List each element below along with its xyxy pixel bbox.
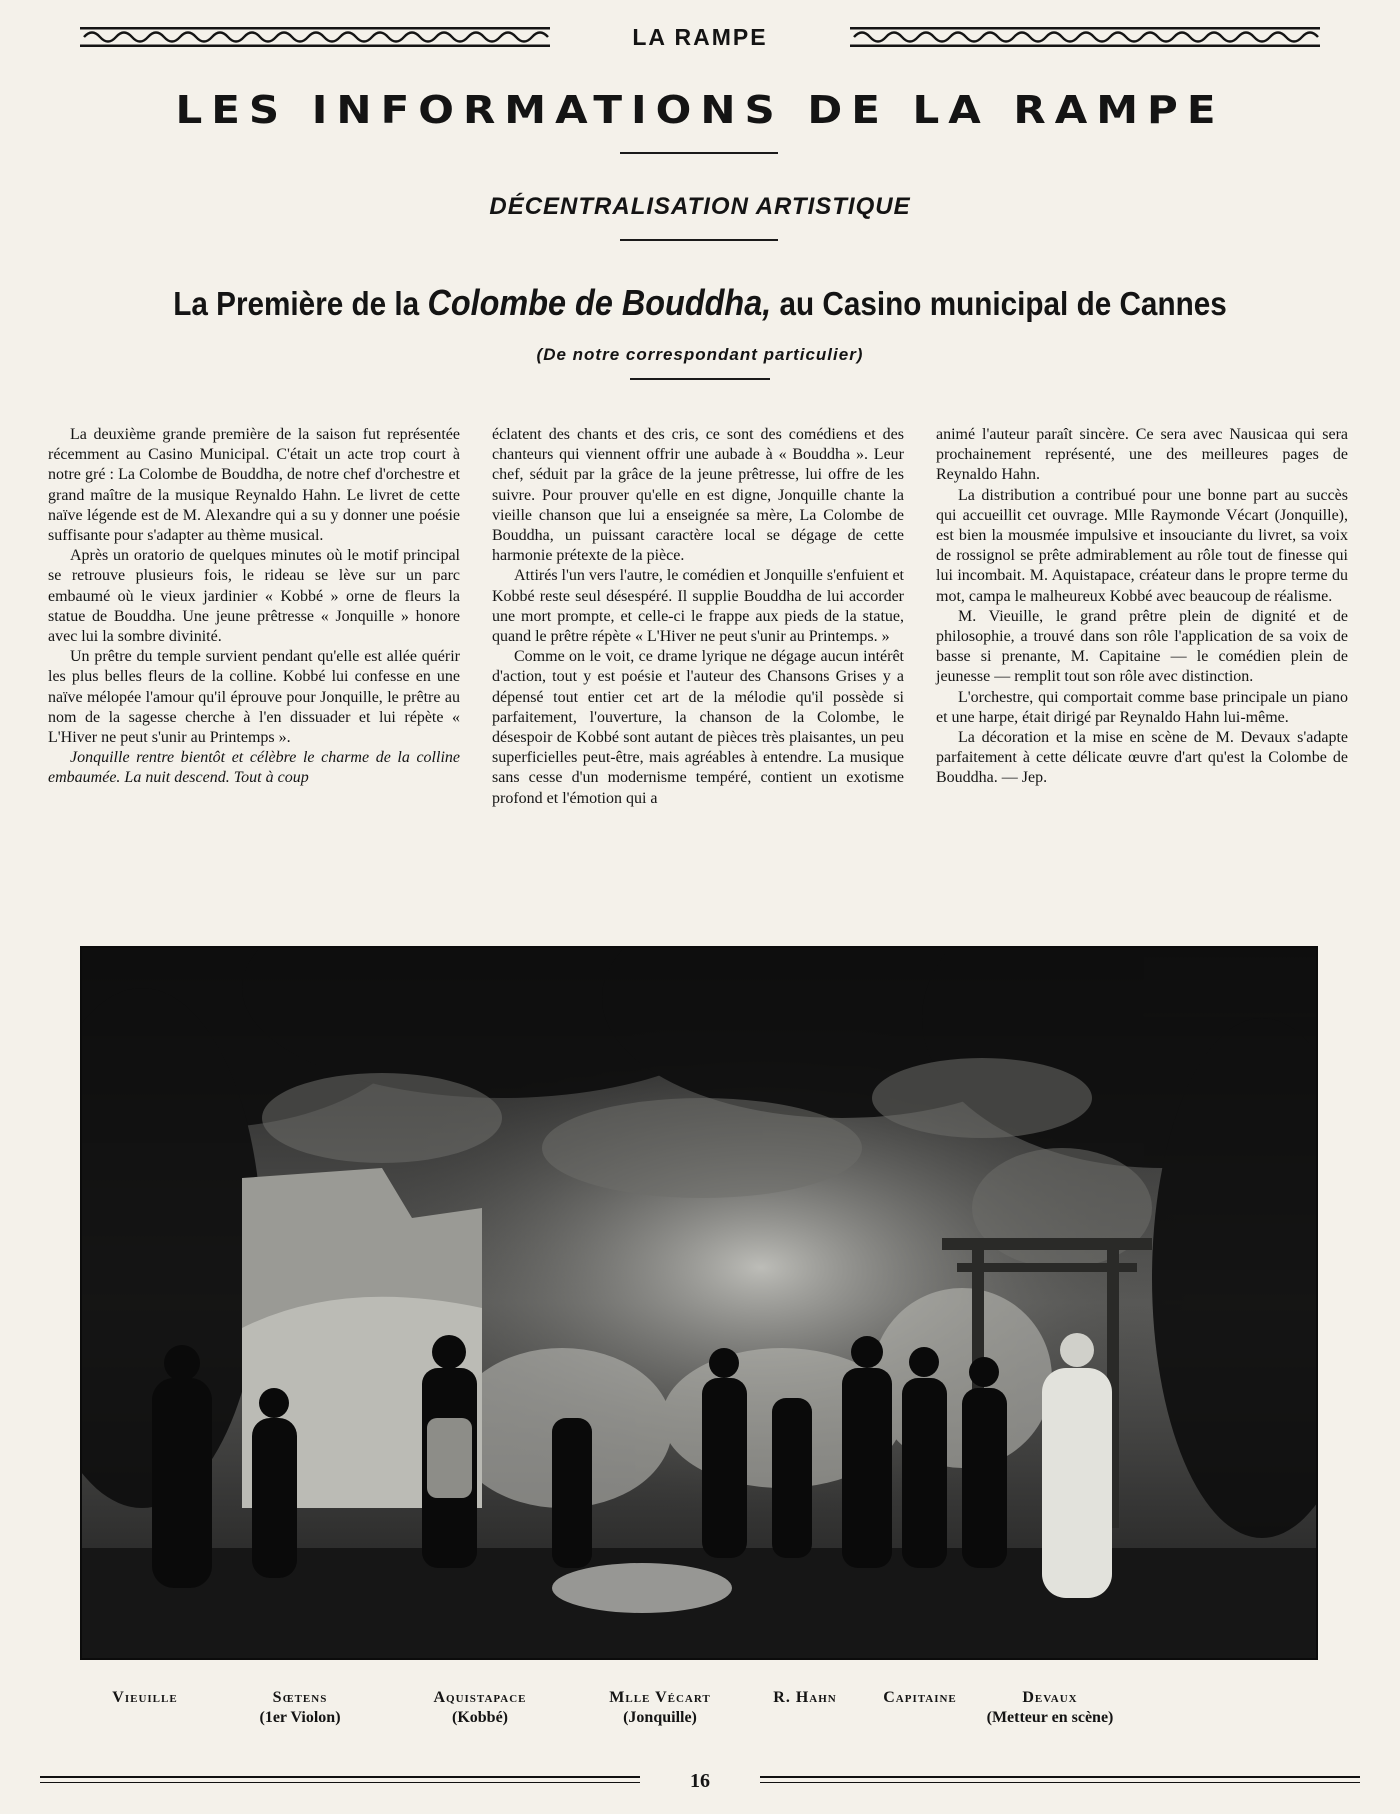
- caption-name: R. Hahn: [773, 1689, 837, 1706]
- paragraph: M. Vieuille, le grand prêtre plein de dignité et de philosophie, a trouvé dans son rôle l'application de sa voix de basse si prenante, M. Capitaine — le comédien plein de jeunesse — remplit tout son rôle avec distinction.: [936, 607, 1348, 686]
- kicker-divider: [620, 239, 778, 241]
- paragraph: La distribution a contribué pour une bonne part au succès qui accueillit cet ouvrage. Mlle Raymonde Vécart (Jonquille), est bien la mousmée impulsive et insouciante du livret, sa voix de rossignol se prête admirablement au rôle tout de finesse qui lui incombait. M. Aquistapace, créateur dans le propre terme du mot, campa le malheureux Kobbé avec beaucoup de réalisme.: [936, 486, 1348, 605]
- stage-photograph: [80, 946, 1318, 1660]
- photo-captions: [80, 1688, 1320, 1738]
- paragraph: Un prêtre du temple survient pendant qu'elle est allée quérir les plus belles fleurs de la colline. Kobbé lui confesse en une naïve mélopée l'amour qu'il éprouve pour Jonquille, le prêtre au nom de la sagesse cherche à l'en dissuader et lui répète « L'Hiver ne peut s'unir au Printemps ».: [48, 648, 460, 747]
- caption-hahn: [750, 1688, 860, 1708]
- column-1: [48, 425, 460, 913]
- paragraph: La décoration et la mise en scène de M. Devaux s'adapte parfaitement à cette délicate œuvre d'art qu'est la Colombe de Bouddha. — Jep.: [936, 729, 1348, 787]
- paragraph: L'orchestre, qui comportait comme base principale un piano et une harpe, était dirigé par Reynaldo Hahn lui-même.: [936, 688, 1348, 726]
- byline-divider: [630, 378, 770, 380]
- caption-role: (Metteur en scène): [986, 1709, 1114, 1726]
- caption-name: Sœtens: [272, 1689, 328, 1706]
- caption-vieuille: [80, 1688, 210, 1708]
- caption-role: (Jonquille): [623, 1709, 697, 1726]
- paragraph: Après un oratorio de quelques minutes où le motif principal se retrouve plusieurs fois, le rideau se lève sur un parc embaumé où le vieux jardinier « Kobbé » orne de fleurs la statue de Bouddha. Une jeune prêtresse « Jonquille » honore avec lui la sombre divinité.: [48, 547, 460, 646]
- caption-aquistapace: [395, 1688, 565, 1728]
- column-3: [936, 425, 1348, 913]
- footer-rule-left-bottom: [40, 1782, 640, 1783]
- running-header: [80, 20, 1320, 54]
- headline-work-title: Colombe de Bouddha,: [427, 282, 772, 323]
- right-ornament-icon: [850, 24, 1320, 50]
- paragraph: animé l'auteur paraît sincère. Ce sera avec Nausicaa qui sera prochainement représenté, une des meilleures pages de Reynaldo Hahn.: [936, 426, 1348, 484]
- stage-scene-image: [82, 948, 1316, 1658]
- title-divider: [620, 152, 778, 154]
- page-number: 16: [690, 1770, 710, 1792]
- caption-role: (Kobbé): [452, 1709, 508, 1726]
- caption-name: Mlle Vécart: [609, 1689, 711, 1706]
- caption-devaux: [950, 1688, 1150, 1728]
- footer-rule-right-bottom: [760, 1782, 1360, 1783]
- footer-rule-right-top: [760, 1776, 1360, 1778]
- column-2: [492, 425, 904, 913]
- caption-soetens: [225, 1688, 375, 1728]
- left-ornament-icon: [80, 24, 550, 50]
- caption-role: (1er Violon): [259, 1709, 341, 1726]
- header-title: LA RAMPE: [632, 23, 768, 50]
- caption-name: Devaux: [1022, 1689, 1078, 1706]
- section-title: LES INFORMATIONS DE LA RAMPE: [175, 86, 1225, 133]
- caption-vecart: [580, 1688, 740, 1728]
- headline-part3: au Casino municipal de Cannes: [771, 285, 1227, 322]
- caption-name: Aquistapace: [433, 1689, 527, 1706]
- byline: (De notre correspondant particulier): [536, 345, 864, 364]
- kicker: DÉCENTRALISATION ARTISTIQUE: [489, 193, 911, 220]
- paragraph: Comme on le voit, ce drame lyrique ne dégage aucun intérêt d'action, tout y est poésie et l'auteur des Chansons Grises y a dépensé tout entier cet art de la mélodie qu'il possède si parfaitement, l'ouverture, la chanson de la Colombe, le désespoir de Kobbé sont autant de pièces très plaisantes, un peu superficielles peut-être, mais agréables à entendre. La musique sans cesse d'un modernisme tempéré, contient un exotisme profond et l'émotion qui a: [492, 648, 904, 807]
- caption-name: Capitaine: [883, 1689, 957, 1706]
- paragraph: Jonquille rentre bientôt et célèbre le charme de la colline embaumée. La nuit descend. Tout à coup: [48, 749, 460, 787]
- caption-name: Vieuille: [112, 1689, 178, 1706]
- paragraph: éclatent des chants et des cris, ce sont des comédiens et des chanteurs qui viennent offrir une aubade à « Bouddha ». Leur chef, séduit par la grâce de la jeune prêtresse, lui offre de les suivre. Pour prouver qu'elle en est digne, Jonquille chante la vieille chanson que lui a enseignée sa mère, La Colombe de Bouddha, un puissant caractère local se dégage de cette harmonie prétexte de la pièce.: [492, 426, 904, 565]
- paragraph: Attirés l'un vers l'autre, le comédien et Jonquille s'enfuient et Kobbé reste seul désespéré. Il supplie Bouddha de lui accorder une mort prompte, et celle-ci le frappe aux pieds de la statue, quand le prêtre répète « L'Hiver ne peut s'unir au Printemps. »: [492, 567, 904, 646]
- headline-part1: La Première de la: [173, 285, 428, 322]
- footer-rule-left-top: [40, 1776, 640, 1778]
- paragraph: La deuxième grande première de la saison fut représentée récemment au Casino Municipal. C'était un acte trop court à notre gré : La Colombe de Bouddha, de notre chef d'orchestre et grand maître de la musique Reynaldo Hahn. Le livret de cette naïve légende est de M. Alexandre qui a su y donner une poésie suffisante pour s'adapter au thème musical.: [48, 426, 460, 545]
- article-body: [48, 425, 1348, 913]
- article-headline: [70, 282, 1330, 324]
